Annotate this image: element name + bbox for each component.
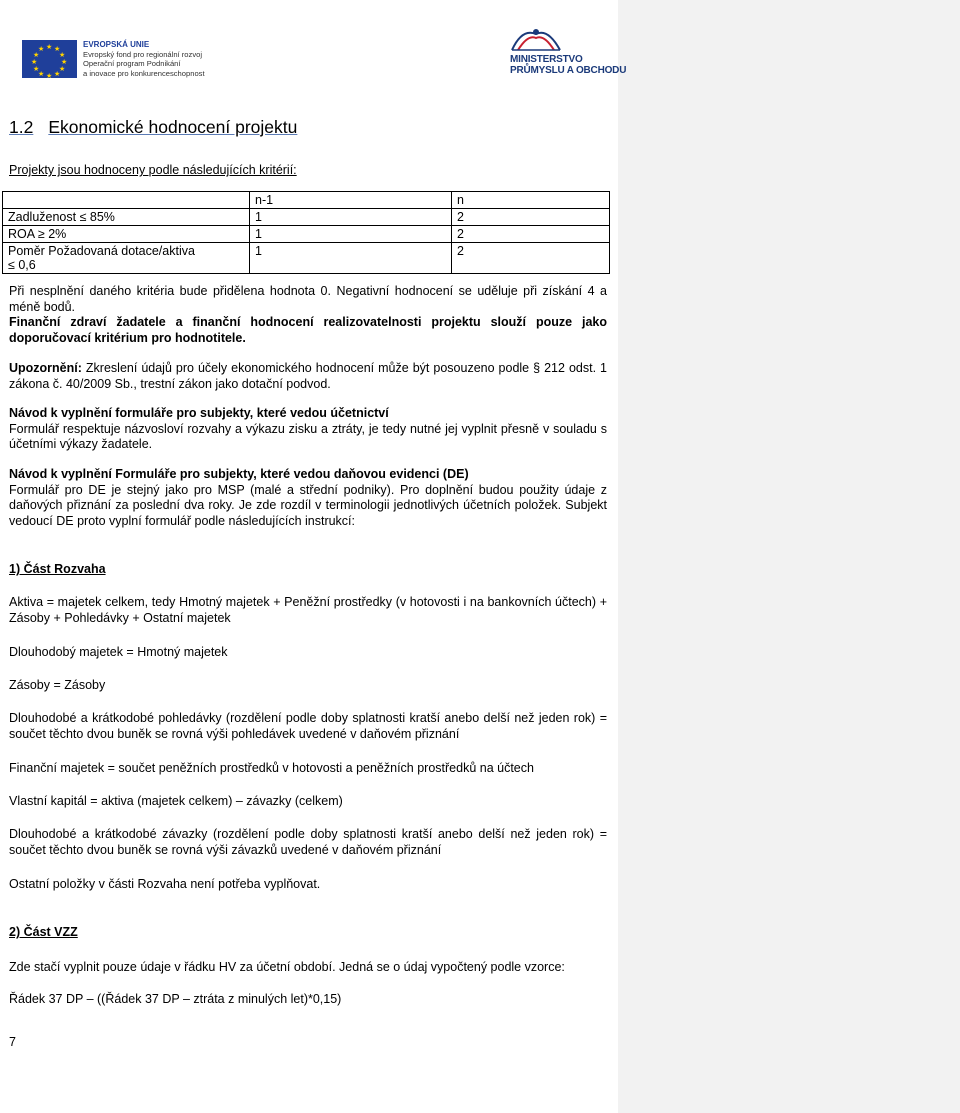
section-title: Ekonomické hodnocení projektu <box>48 117 298 137</box>
table-header-row <box>3 192 610 209</box>
ministry-logo <box>508 26 628 82</box>
table-cell: Zadluženost ≤ 85% <box>3 209 250 226</box>
page-number: 7 <box>9 1035 16 1049</box>
table-row <box>3 243 610 274</box>
table-cell: 1 <box>250 226 452 243</box>
paragraph-financial-health: Finanční zdraví žadatele a finanční hodnocení realizovatelnosti projektu slouží pouze jako doporučovací kritérium pro hodnotitele. <box>9 315 607 345</box>
section-number: 1.2 <box>9 117 34 137</box>
table-row <box>3 209 610 226</box>
list-item: Vlastní kapitál = aktiva (majetek celkem) – závazky (celkem) <box>9 794 343 808</box>
table-header-cell: n <box>452 192 610 209</box>
list-item: Finanční majetek = součet peněžních prostředků v hotovosti a peněžních prostředků na účtech <box>9 761 534 775</box>
part2-title: 2) Část VZZ <box>9 925 78 939</box>
list-item: Zásoby = Zásoby <box>9 678 106 692</box>
eu-logo-text: EVROPSKÁ UNIE Evropský fond pro regionální rozvoj Operační program Podnikání a inovace pro konkurenceschopnost <box>83 40 205 78</box>
warning-label: Upozornění: <box>9 361 82 375</box>
table-cell: 1 <box>250 243 452 274</box>
table-header-cell <box>3 192 250 209</box>
ministry-logo-text: MINISTERSTVO PRŮMYSLU A OBCHODU <box>510 54 627 76</box>
list-item: Dlouhodobé a krátkodobé pohledávky (rozdělení podle doby splatnosti kratší anebo delší než jeden rok) = součet těchto dvou buněk se rovná výši pohledávek uvedené v daňovém přiznání <box>9 711 607 741</box>
formula-text: Řádek 37 DP – ((Řádek 37 DP – ztráta z minulých let)*0,15) <box>9 992 342 1006</box>
table-cell: 2 <box>452 209 610 226</box>
warning-text: Zkreslení údajů pro účely ekonomického hodnocení může být posouzeno podle § 212 odst. 1 zákona č. 40/2009 Sb., trestní zákon jako dotační podvod. <box>9 361 607 391</box>
table-cell: 2 <box>452 243 610 274</box>
list-item: Ostatní položky v části Rozvaha není potřeba vyplňovat. <box>9 877 321 891</box>
eu-logo <box>22 38 212 82</box>
criteria-table <box>2 191 610 274</box>
table-cell: 1 <box>250 209 452 226</box>
list-item: Dlouhodobé a krátkodobé závazky (rozdělení podle doby splatnosti kratší anebo delší než jeden rok) = součet těchto dvou buněk se rovná výši závazků uvedené v daňovém přiznání <box>9 827 607 857</box>
intro-text: Projekty jsou hodnoceny podle následujících kritérií: <box>9 163 297 177</box>
accounting-guide-title: Návod k vyplnění formuláře pro subjekty, které vedou účetnictví <box>9 406 389 420</box>
paragraph-scoring: Při nesplnění daného kritéria bude přidělena hodnota 0. Negativní hodnocení se uděluje při získání 4 a méně bodů. <box>9 284 607 314</box>
list-item: Dlouhodobý majetek = Hmotný majetek <box>9 645 228 659</box>
tax-records-guide-title: Návod k vyplnění Formuláře pro subjekty, které vedou daňovou evidenci (DE) <box>9 467 469 481</box>
table-cell: ROA ≥ 2% <box>3 226 250 243</box>
list-item: Zde stačí vyplnit pouze údaje v řádku HV za účetní období. Jedná se o údaj vypočtený podle vzorce: <box>9 960 565 974</box>
table-header-cell: n-1 <box>250 192 452 209</box>
list-item: Aktiva = majetek celkem, tedy Hmotný majetek + Peněžní prostředky (v hotovosti i na bankovních účtech) + Zásoby + Pohledávky + Ostatní majetek <box>9 595 607 625</box>
section-heading <box>9 117 297 138</box>
accounting-guide-text: Formulář respektuje názvosloví rozvahy a výkazu zisku a ztráty, je tedy nutné jej vyplnit přesně v souladu s účetními výkazy žadatele. <box>9 421 607 451</box>
ministry-emblem-icon <box>508 26 564 52</box>
paragraph-accounting-guide <box>9 406 607 453</box>
side-panel <box>618 0 960 1113</box>
part1-title: 1) Část Rozvaha <box>9 562 106 576</box>
eu-flag-icon: ★ ★ ★ ★ ★ ★ ★ ★ ★ ★ ★ ★ <box>22 40 77 78</box>
table-row <box>3 226 610 243</box>
table-cell: Poměr Požadovaná dotace/aktiva ≤ 0,6 <box>3 243 250 274</box>
paragraph-warning <box>9 361 607 392</box>
table-cell: 2 <box>452 226 610 243</box>
tax-records-guide-text: Formulář pro DE je stejný jako pro MSP (malé a střední podniky). Pro doplnění budou použity údaje z daňových přiznání za poslední dva roky. Je zde rozdíl v terminologii jednotlivých účetních položek. Subjekt vedoucí DE proto vyplní formulář podle následujících instrukcí: <box>9 482 607 528</box>
paragraph-tax-records-guide <box>9 467 607 529</box>
